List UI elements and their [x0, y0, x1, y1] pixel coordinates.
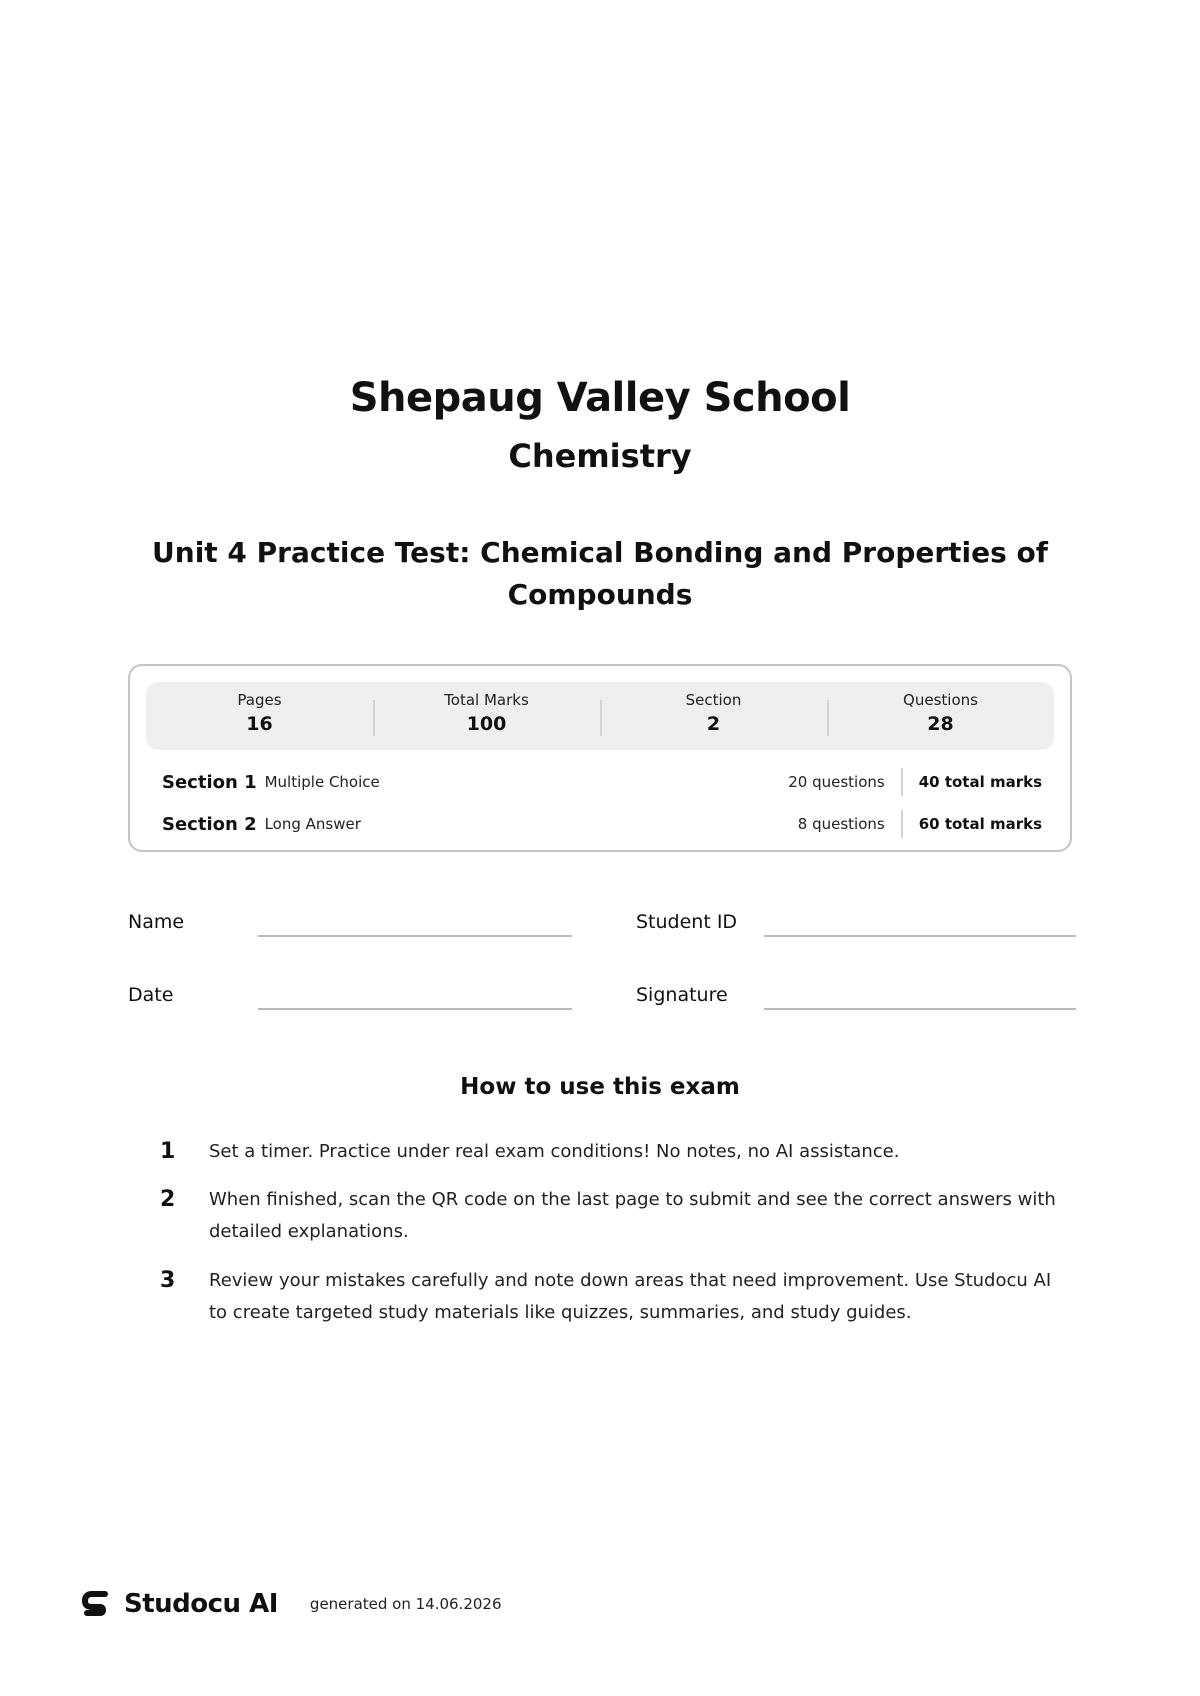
- stat-value: 28: [927, 713, 954, 735]
- section-row-1: [162, 766, 1042, 798]
- date-label: Date: [128, 984, 174, 1006]
- stat-value: 2: [706, 713, 721, 735]
- signature-field[interactable]: [764, 1008, 1076, 1010]
- section-questions: 8 questions: [797, 815, 885, 833]
- stat-label: Pages: [237, 691, 282, 709]
- section-marks: 40 total marks: [901, 768, 1042, 796]
- stat-questions: [827, 682, 1054, 750]
- section-type: Multiple Choice: [264, 773, 380, 791]
- name-field[interactable]: [258, 935, 572, 937]
- stat-label: Questions: [903, 691, 978, 709]
- studocu-logo-icon: [78, 1586, 114, 1622]
- date-field[interactable]: [258, 1008, 572, 1010]
- stat-value: 100: [466, 713, 507, 735]
- document-header: [0, 372, 1200, 476]
- step-text: Set a timer. Practice under real exam conditions! No notes, no AI assistance.: [209, 1141, 900, 1162]
- stat-pages: [146, 682, 373, 750]
- signature-label: Signature: [636, 984, 728, 1006]
- step-text: Review your mistakes carefully and note down areas that need improvement. Use Studocu AI to create targeted study materials like quizzes, summaries, and study guides.: [209, 1270, 1052, 1323]
- brand-name: Studocu AI: [124, 1589, 278, 1619]
- stat-label: Total Marks: [444, 691, 529, 709]
- section-name: Section 1: [162, 771, 257, 793]
- footer: [78, 1584, 502, 1624]
- section-marks: 60 total marks: [901, 810, 1042, 838]
- stat-total-marks: [373, 682, 600, 750]
- step-text: When finished, scan the QR code on the last page to submit and see the correct answers with detailed explanations.: [209, 1189, 1056, 1242]
- section-name: Section 2: [162, 813, 257, 835]
- stat-section: [600, 682, 827, 750]
- exam-info-card: [128, 664, 1072, 852]
- step-number: 3: [160, 1268, 176, 1293]
- stats-bar: [146, 682, 1054, 750]
- howto-title: How to use this exam: [460, 1074, 740, 1100]
- section-type: Long Answer: [264, 815, 361, 833]
- generated-date: generated on 14.06.2026: [309, 1595, 502, 1613]
- step-number: 2: [160, 1187, 176, 1212]
- school-name: Shepaug Valley School: [349, 375, 851, 421]
- stat-label: Section: [685, 691, 742, 709]
- student-id-label: Student ID: [636, 911, 738, 933]
- name-label: Name: [128, 911, 185, 933]
- stat-value: 16: [246, 713, 273, 735]
- test-title: Unit 4 Practice Test: Chemical Bonding and Properties of Compounds: [152, 536, 1048, 611]
- section-questions: 20 questions: [788, 773, 885, 791]
- student-id-field[interactable]: [764, 935, 1076, 937]
- step-number: 1: [160, 1139, 176, 1164]
- section-row-2: [162, 808, 1042, 840]
- subject-name: Chemistry: [508, 437, 692, 475]
